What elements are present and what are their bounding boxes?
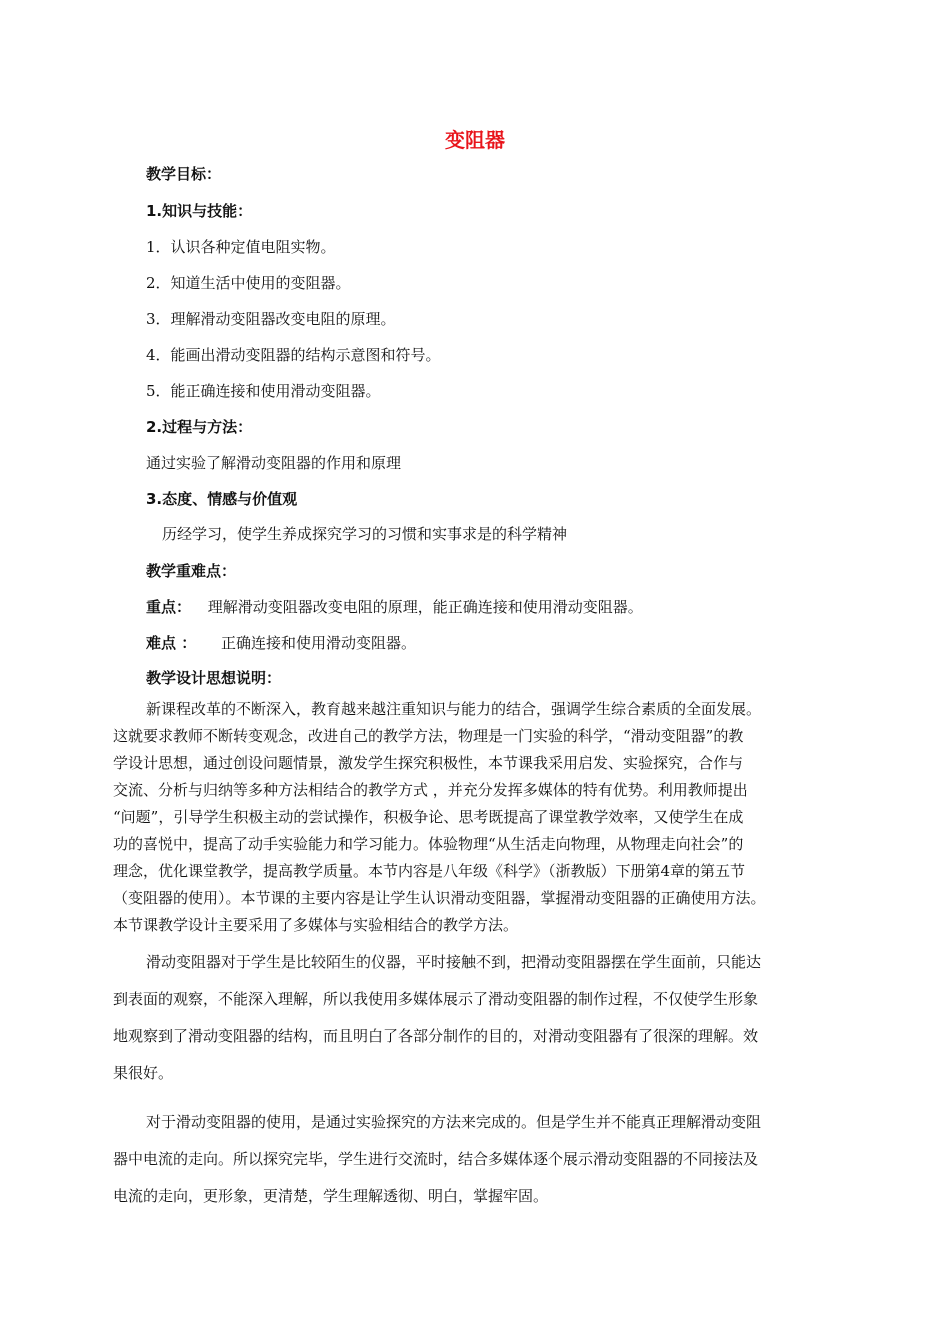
- knowledge-item: 5．能正确连接和使用滑动变阻器。: [146, 382, 381, 400]
- difficult-text: 正确连接和使用滑动变阻器。: [221, 634, 417, 652]
- key-point-row: [146, 596, 643, 617]
- paragraph-line: （变阻器的使用）。本节课的主要内容是让学生认识滑动变阻器，掌握滑动变阻器的正确使用方法。: [113, 889, 766, 907]
- paragraph-line: 本节课教学设计主要采用了多媒体与实验相结合的教学方法。: [113, 916, 519, 934]
- knowledge-item: 4．能画出滑动变阻器的结构示意图和符号。: [146, 346, 441, 364]
- design-paragraph-1: [113, 696, 848, 939]
- paragraph-line: 这就要求教师不断转变观念，改进自己的教学方法，物理是一门实验的科学，“滑动变阻器”的教: [113, 727, 744, 745]
- paragraph-line: 器中电流的走向。所以探究完毕，学生进行交流时，结合多媒体逐个展示滑动变阻器的不同接法及: [113, 1150, 759, 1168]
- paragraph-line: “问题”，引导学生积极主动的尝试操作，积极争论、思考既提高了课堂教学效率，又使学生在成: [113, 808, 744, 826]
- knowledge-item: 3．理解滑动变阻器改变电阻的原理。: [146, 310, 396, 328]
- key-label: 重点：: [146, 598, 192, 616]
- knowledge-item: 1．认识各种定值电阻实物。: [146, 238, 336, 256]
- process-heading: 2.过程与方法：: [146, 418, 253, 436]
- process-text: 通过实验了解滑动变阻器的作用和原理: [146, 454, 402, 472]
- design-paragraph-2: [113, 944, 848, 1092]
- attitude-heading: 3.态度、情感与价值观: [146, 490, 298, 508]
- design-paragraph-3: [113, 1104, 848, 1215]
- difficult-point-row: [146, 632, 416, 653]
- attitude-text: 历经学习，使学生养成探究学习的习惯和实事求是的科学精神: [162, 525, 568, 543]
- paragraph-line: 理念，优化课堂教学，提高教学质量。本节内容是八年级《科学》（浙教版）下册第4章的第五节: [113, 862, 746, 880]
- document-title: 变阻器: [445, 128, 505, 152]
- paragraph-line: 功的喜悦中，提高了动手实验能力和学习能力。体验物理“从生活走向物理，从物理走向社会”的: [113, 835, 744, 853]
- difficult-label: 难点 ：: [146, 634, 197, 652]
- keypoints-heading: 教学重难点：: [146, 562, 237, 580]
- paragraph-line: 学设计思想，通过创设问题情景，激发学生探究积极性，本节课我采用启发、实验探究，合作与: [113, 754, 744, 772]
- paragraph-line: 到表面的观察，不能深入理解，所以我使用多媒体展示了滑动变阻器的制作过程，不仅使学生形象: [113, 990, 759, 1008]
- paragraph-line: 滑动变阻器对于学生是比较陌生的仪器，平时接触不到，把滑动变阻器摆在学生面前，只能达: [146, 953, 762, 971]
- paragraph-line: 地观察到了滑动变阻器的结构，而且明白了各部分制作的目的，对滑动变阻器有了很深的理解。效: [113, 1027, 759, 1045]
- paragraph-line: 交流、分析与归纳等多种方法相结合的教学方式 ，并充分发挥多媒体的特有优势。利用教师提出: [113, 781, 748, 799]
- paragraph-line: 果很好。: [113, 1064, 174, 1082]
- paragraph-line: 电流的走向，更形象，更清楚，学生理解透彻、明白，掌握牢固。: [113, 1187, 549, 1205]
- paragraph-line: 新课程改革的不断深入，教育越来越注重知识与能力的结合，强调学生综合素质的全面发展。: [146, 700, 762, 718]
- key-text: 理解滑动变阻器改变电阻的原理，能正确连接和使用滑动变阻器。: [207, 598, 643, 616]
- paragraph-line: 对于滑动变阻器的使用，是通过实验探究的方法来完成的。但是学生并不能真正理解滑动变阻: [146, 1113, 762, 1131]
- knowledge-heading: 1.知识与技能：: [146, 202, 253, 220]
- knowledge-item: 2．知道生活中使用的变阻器。: [146, 274, 351, 292]
- design-heading: 教学设计思想说明：: [146, 669, 282, 687]
- objectives-heading: 教学目标：: [146, 165, 222, 183]
